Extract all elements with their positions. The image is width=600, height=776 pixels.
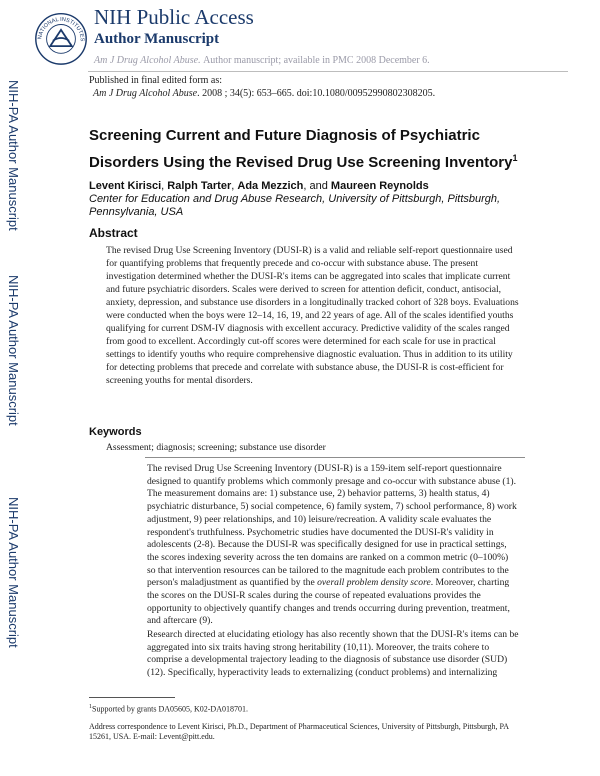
availability-line: Am J Drug Alcohol Abuse. Author manuscript; available in PMC 2008 December 6. (94, 55, 430, 66)
author-name: Levent Kirisci (89, 180, 162, 192)
sidebar-label-middle: NIH-PA Author Manuscript (6, 275, 21, 426)
availability-note: Author manuscript; available in PMC 2008 December 6. (203, 55, 430, 66)
keywords-divider (145, 457, 525, 458)
published-journal: Am J Drug Alcohol Abuse (93, 88, 198, 99)
body-p1-start: The revised Drug Use Screening Inventory (DUSI-R) is a 159-item self-report questionnaire designed to quantify problems which commonly presage and co-occur with substance abuse (1). The measurement domains are: 1) substance use, 2) behavior patterns, 3) health status, 4) psychiatric disturbance, 5) social competence, 6) family system, 7) school performance, 8) work adjustment, 9) peer relationships, and 10) leisure/recreation. A validity scale evaluates the respondent's truthfulness. Psychometric studies have documented the DUSI-R's validity in adolescents (2-8). Because the DUSI-R was specifically designed for use in practical settings, the scores indexing severity across the ten domains are ranked on a common metric (0–100%) so that intervention resources can be tailored to the magnitude each problem contributes to the person's maladjustment as quantified by the (147, 463, 517, 589)
sidebar-label-top: NIH-PA Author Manuscript (6, 80, 21, 231)
sidebar-label-bottom: NIH-PA Author Manuscript (6, 497, 21, 648)
published-details: 2008 ; 34(5): 653–665. doi:10.1080/00952990802308205. (202, 88, 436, 99)
masthead (94, 4, 574, 67)
public-access-title: NIH Public Access (94, 5, 254, 29)
body-p1-emphasis: overall problem density score (317, 577, 431, 589)
journal-abbrev: Am J Drug Alcohol Abuse (94, 55, 199, 66)
author-separator: , and (303, 180, 331, 192)
footnotes (89, 702, 519, 742)
body-paragraph-2: Research directed at elucidating etiology has also recently shown that the DUSI-R's items can be aggregated into six traits having strong heritability (10,11). Moreover, the traits cohere to comprise a developmental trajectory leading to the diagnosis of substance use disorder (SUD) (12). Specifically, hyperactivity leads to externalizing (conduct problems) and internalizing (147, 629, 519, 679)
abstract-heading: Abstract (89, 226, 138, 240)
published-in-block (89, 74, 435, 100)
paper-title (89, 124, 539, 174)
title-footnote-mark: 1 (512, 153, 518, 163)
footnote-mark: 1 (89, 704, 92, 710)
author-name: Ralph Tarter (167, 180, 232, 192)
correspondence-note: Address correspondence to Levent Kirisci, Ph.D., Department of Pharmaceutical Sciences, University of Pittsburgh, Pittsburgh, PA 15261, USA. E-mail: Levent@pitt.edu. (89, 721, 509, 741)
paper-title-text: Screening Current and Future Diagnosis of Psychiatric Disorders Using the Revised Drug Use Screening Inventory (89, 127, 513, 171)
author-list (89, 180, 529, 193)
support-footnote (89, 702, 519, 715)
author-block (89, 180, 529, 219)
header-divider (88, 71, 568, 72)
author-manuscript-label: Author Manuscript (94, 31, 220, 47)
keywords-heading: Keywords (89, 426, 142, 438)
abstract-text: The revised Drug Use Screening Inventory (DUSI-R) is a valid and reliable self-report questionnaire used for quantifying problems that frequently precede and co-occur with substance abuse. The present investigation determined whether the DUSI-R's items can be aggregated into scales that implicate current and future psychiatric disorders. Scales were derived to screen for attention deficit, conduct, antisocial, anxiety, depression, and substance use disorders in a longitudinally tracked cohort of 328 boys. Evaluations were conducted when the boys were 12–14, 16, 19, and 22 years of age. All of the scales identified youths qualifying for current DSM-IV diagnosis with excellent accuracy. Predictive validity of the scales ranged from good to excellent. Accordingly cut-off scores were determined for each scale for use in practical settings to identify youths who require comprehensive diagnostic evaluation. Thus in addition to its utility for detecting problems that precede and correlate with substance abuse, the DUSI-R is cost-efficient for screening youths for mental disorders. (106, 245, 519, 386)
keywords-text: Assessment; diagnosis; screening; substance use disorder (106, 442, 326, 453)
author-name: Ada Mezzich (237, 180, 304, 192)
footnote-divider (89, 697, 175, 698)
body-paragraph-1 (147, 463, 519, 628)
author-name: Maureen Reynolds (330, 180, 429, 192)
svg-text:NATIONAL INSTITUTES OF HEALTH: NATIONAL INSTITUTES (37, 16, 85, 42)
nih-seal-logo (34, 10, 88, 66)
body-p1-end: . Moreover, charting the scores on the DUSI-R scales during the course of repeated evaluations provides the opportunity to objectively quantify changes and trends occurring during prevention, treatment, and aftercare (9). (147, 577, 510, 627)
author-separator: , (231, 180, 238, 192)
author-separator: , (161, 180, 168, 192)
support-text: Supported by grants DA05605, K02-DA018701. (92, 704, 248, 714)
published-label: Published in final edited form as: (89, 75, 223, 86)
affiliation: Center for Education and Drug Abuse Research, University of Pittsburgh, Pittsburgh, Pennsylvania, USA (89, 193, 501, 218)
published-citation: Am J Drug Alcohol Abuse. 2008 ; 34(5): 653–665. doi:10.1080/00952990802308205. (93, 88, 436, 99)
